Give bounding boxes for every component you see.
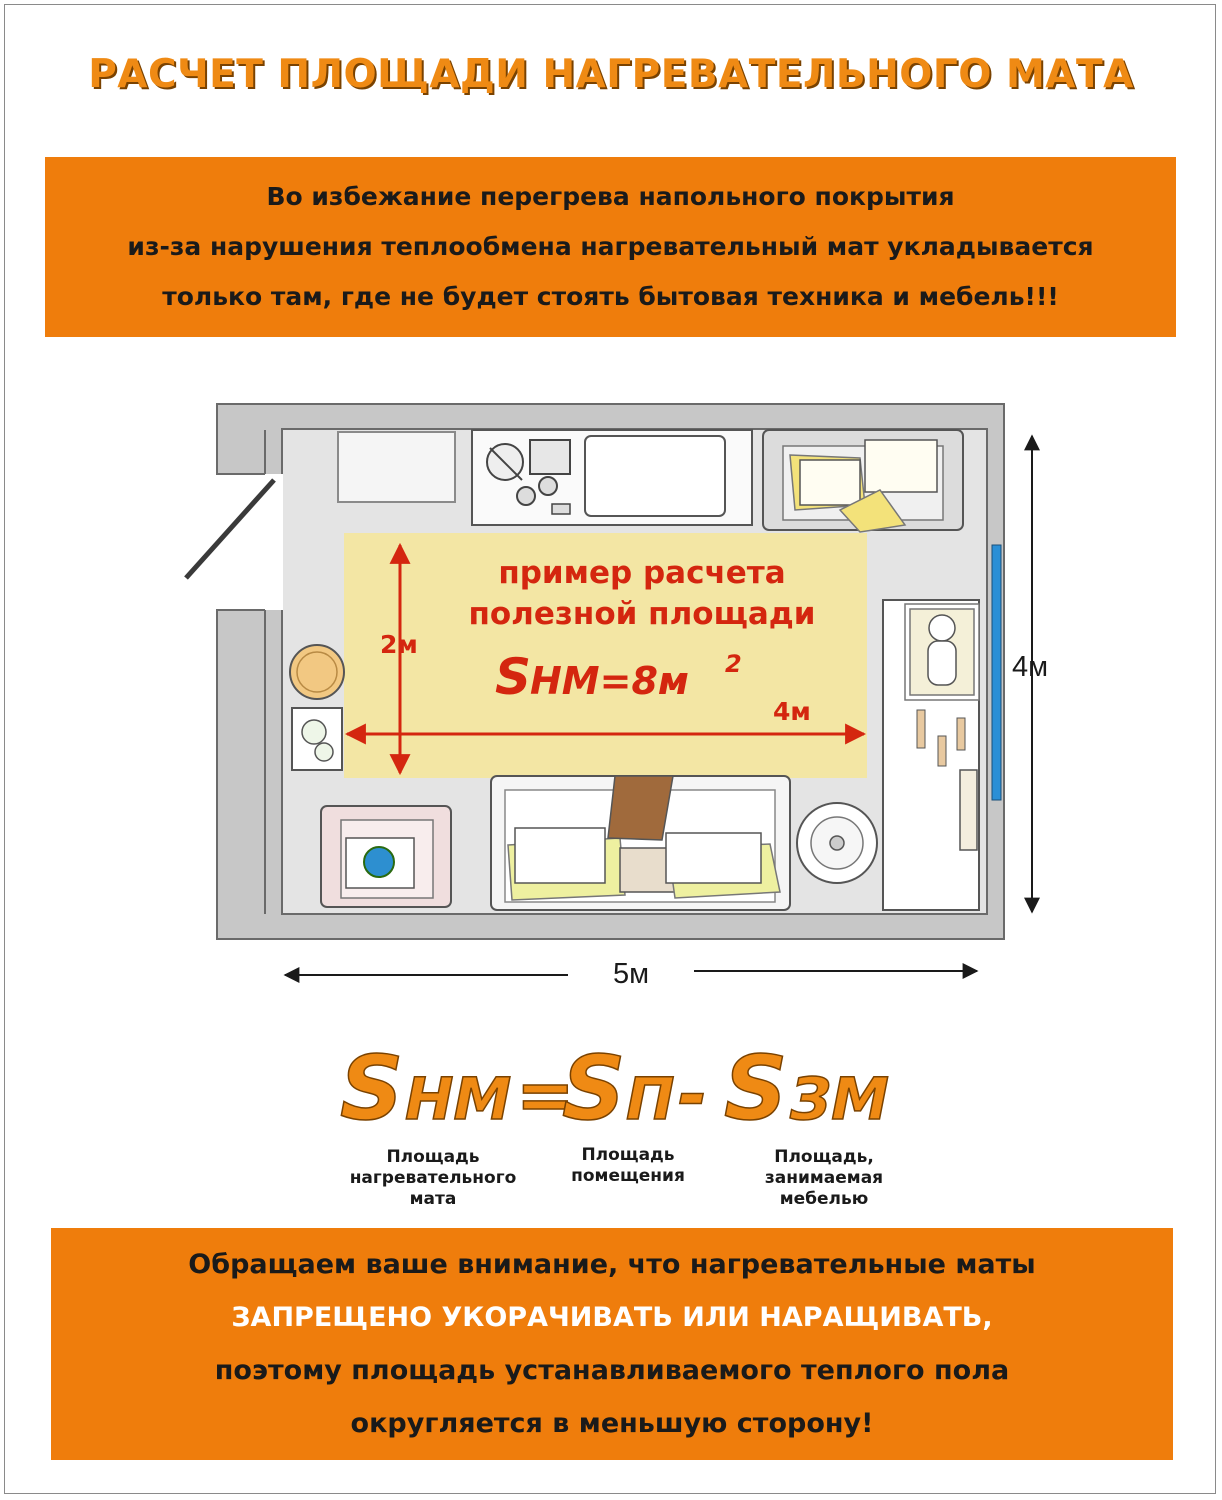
formula-s-furniture: S	[724, 1037, 788, 1135]
children-bed	[883, 600, 979, 910]
formula-room-subscript: П	[626, 1065, 675, 1133]
formula-s-mat: S	[340, 1037, 404, 1135]
top-sofa	[763, 430, 963, 532]
notice-top-line: только там, где не будет стоять бытовая техника и мебель!!!	[162, 282, 1059, 311]
mat-width-label: 4м	[773, 697, 811, 726]
formula-s-room: S	[562, 1037, 626, 1135]
formula-mat-subscript: НМ	[405, 1065, 512, 1133]
formula-equals: =	[516, 1054, 575, 1135]
fridge	[338, 432, 455, 502]
area-formula	[0, 1035, 1222, 1135]
mat-height-label: 2м	[380, 630, 418, 659]
notice-bottom-warning: ЗАПРЕЩЕНО УКОРАЧИВАТЬ ИЛИ НАРАЩИВАТЬ,	[231, 1302, 993, 1333]
notice-bottom-line: Обращаем ваше внимание, что нагревательные маты	[188, 1249, 1036, 1280]
notice-bottom-line: поэтому площадь устанавливаемого теплого пола	[214, 1355, 1010, 1386]
example-formula: НМ=8м	[530, 659, 689, 703]
example-formula-s: S	[495, 648, 532, 706]
caption-line: Площадь	[581, 1145, 675, 1165]
room-width-label: 5м	[612, 958, 650, 990]
side-table	[292, 708, 342, 770]
example-title-line1: пример расчета	[498, 555, 786, 591]
formula-minus: -	[678, 1054, 708, 1135]
caption-room-area	[548, 1145, 708, 1187]
round-table	[290, 645, 344, 699]
formula-furniture-subscript: ЗМ	[790, 1065, 889, 1133]
example-formula-exponent: 2	[725, 650, 742, 678]
notice-bottom-banner	[51, 1228, 1173, 1460]
caption-furniture-area	[734, 1147, 914, 1210]
notice-bottom-line: округляется в меньшую сторону!	[350, 1408, 874, 1439]
caption-line: занимаемая	[764, 1168, 884, 1188]
notice-top-line: Во избежание перегрева напольного покрытия	[266, 182, 955, 211]
caption-line: Площадь	[386, 1147, 480, 1167]
caption-line: нагревательного	[349, 1168, 517, 1188]
caption-mat-area	[333, 1147, 533, 1210]
caption-line: Площадь,	[774, 1147, 874, 1167]
example-title-line2: полезной площади	[468, 596, 816, 632]
page-title: РАСЧЕТ ПЛОЩАДИ НАГРЕВАТЕЛЬНОГО МАТА	[88, 52, 1134, 97]
notice-top-line: из-за нарушения теплообмена нагревательный мат укладывается	[127, 232, 1094, 261]
armchair	[321, 806, 451, 907]
window	[992, 545, 1001, 800]
floor-lamp	[797, 803, 877, 883]
room-height-label: 4м	[1012, 651, 1049, 683]
caption-line: мебелью	[779, 1189, 869, 1209]
caption-line: помещения	[571, 1166, 685, 1186]
kitchen-counter	[472, 430, 752, 525]
bottom-sofa	[491, 776, 790, 910]
caption-line: мата	[409, 1189, 457, 1209]
